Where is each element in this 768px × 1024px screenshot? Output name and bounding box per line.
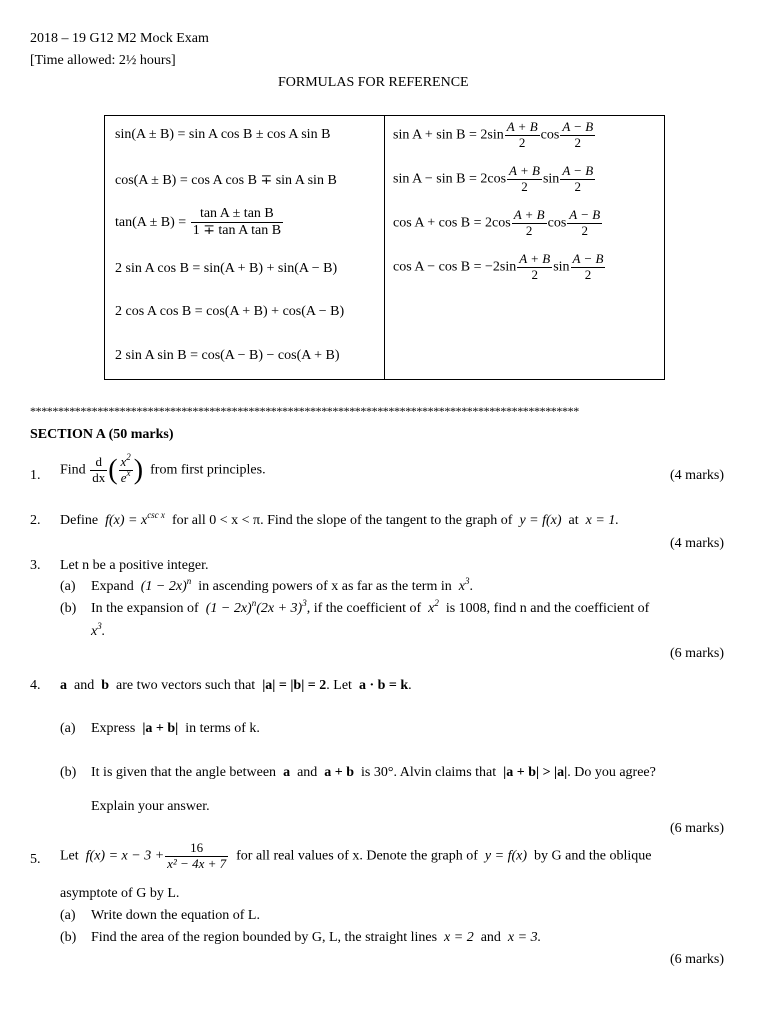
formula-sin-sum: sin(A ± B) = sin A cos B ± cos A sin B — [115, 127, 331, 142]
formula-sum-to-product-3 — [393, 208, 603, 239]
q4b-explain: Explain your answer. — [91, 799, 210, 814]
q1-number: 1. — [30, 468, 41, 483]
section-title: SECTION A (50 marks) — [30, 427, 174, 442]
q5-fraction — [165, 841, 228, 872]
q1-e: e — [120, 469, 127, 485]
formula-cos-sum: cos(A ± B) = cos A cos B ∓ sin A sin B — [115, 173, 337, 188]
q3b-intro: In the expansion of — [91, 601, 199, 616]
frac-num: A + B — [509, 163, 540, 178]
q3b-x2-base: x — [428, 601, 435, 616]
s2p-frac — [507, 164, 542, 195]
formulas-heading: FORMULAS FOR REFERENCE — [278, 75, 469, 90]
q2-number: 2. — [30, 513, 41, 528]
q3a-expr-base: (1 − 2x) — [140, 579, 187, 594]
deriv-dx: dx — [92, 469, 106, 485]
q4b-vec-a: a — [283, 765, 291, 780]
q4b-sum: a + b — [324, 765, 355, 780]
q4-number: 4. — [30, 678, 41, 693]
q3-intro: Let n be a positive integer. — [60, 558, 209, 573]
q3b-expr-b: (2x + 3) — [256, 601, 303, 616]
time-allowed: [Time allowed: 2½ hours] — [30, 53, 176, 68]
q5-den: x² − 4x + 7 — [167, 855, 227, 871]
q1-den: $e^x$ — [120, 467, 131, 485]
q5-fx: f(x) = x − 3 + — [85, 848, 165, 864]
q3-marks: (6 marks) — [669, 646, 724, 661]
q3b-expr-a: (1 − 2x) — [205, 601, 252, 616]
q5a-text: Write down the equation of L. — [91, 908, 260, 923]
q4b-and: and — [297, 765, 318, 780]
q4-dot: a · b = k — [358, 678, 409, 693]
q2-text — [60, 510, 619, 530]
frac-den: 2 — [521, 178, 528, 194]
q3a-label: (a) — [60, 579, 76, 594]
s2p-frac — [571, 252, 606, 283]
frac-den: 2 — [574, 134, 582, 150]
q3a-expand: Expand — [91, 579, 134, 594]
q5b-x2: x = 2 — [444, 930, 474, 945]
q2-define: Define — [60, 513, 99, 528]
q4-marks: (6 marks) — [669, 821, 724, 836]
s2p-frac — [505, 120, 540, 151]
formula-box — [104, 115, 665, 380]
s2p-lhs: cos A − cos B = −2sin — [393, 259, 517, 275]
q5b-text — [91, 930, 541, 947]
s2p-frac — [512, 208, 547, 239]
q1-find: Find — [60, 462, 86, 478]
frac-num: A + B — [519, 251, 551, 266]
q1-x: x — [120, 454, 127, 469]
q1-marks: (4 marks) — [669, 468, 724, 483]
q3a-body: in ascending powers of x as far as the term in — [198, 579, 452, 594]
q5-body2: by G and the oblique — [534, 848, 652, 864]
q2-fdef-base: f(x) = x — [105, 513, 148, 528]
q3a-text: Expand $(1 - 2x)^n$ in ascending powers of x as far as the term in $x^3$. — [91, 576, 473, 594]
q4-and: and — [74, 678, 95, 693]
q4b-body: is 30°. Alvin claims that — [361, 765, 497, 780]
q3a-term-base: x — [458, 579, 465, 594]
tan-denominator: 1 ∓ tan A tan B — [192, 223, 282, 239]
q5b-and: and — [480, 930, 501, 945]
s2p-frac — [567, 208, 602, 239]
q5-marks: (6 marks) — [669, 952, 724, 967]
q3b-expr: $(1 - 2x)^n(2x + 3)^3$ — [205, 598, 307, 616]
frac-num: A + B — [513, 207, 545, 222]
q4-vec-a: a — [60, 678, 67, 693]
q5-text — [60, 841, 651, 872]
q3b-label: (b) — [60, 601, 77, 616]
s2p-frac — [560, 120, 595, 151]
q1-deriv-op — [90, 455, 107, 486]
frac-num: A − B — [569, 207, 601, 222]
tan-numerator: tan A ± tan B — [191, 206, 283, 223]
q1-num: $x^2$ — [120, 452, 131, 469]
q4b-label: (b) — [60, 765, 77, 780]
deriv-d: d — [90, 455, 107, 471]
formula-sum-to-product-1 — [393, 120, 596, 151]
q4-body: are two vectors such that — [116, 678, 256, 693]
section-separator: ************************************************************************************************** — [30, 404, 579, 418]
frac-num: A − B — [562, 119, 594, 134]
q4-text: a and b are two vectors such that |a| = |b| = 2. Let a · b = k. — [60, 678, 412, 693]
s2p-lhs: sin A + sin B = 2sin — [393, 127, 504, 143]
s2p-f2: sin — [542, 171, 560, 187]
q5-asymptote-text: asymptote of G by L. — [60, 886, 180, 901]
formula-sum-to-product-4 — [393, 252, 606, 283]
q1-paren-close: ) — [133, 454, 144, 486]
q1-paren-open: ( — [108, 454, 118, 486]
q5b-label: (b) — [60, 930, 77, 945]
q3-number: 3. — [30, 558, 41, 573]
q1-fraction — [119, 452, 133, 486]
frac-den: 2 — [584, 266, 592, 282]
q3a-expr: $(1 - 2x)^n$ — [140, 576, 192, 594]
q4-condition: |a| = |b| = 2 — [262, 678, 327, 693]
q1-instruction: from first principles. — [150, 462, 266, 478]
q3b-text — [91, 598, 650, 618]
frac-den: 2 — [574, 178, 582, 194]
q5-number: 5. — [30, 852, 41, 867]
q2-marks: (4 marks) — [669, 536, 724, 551]
q2-yfx: y = f(x) — [519, 513, 562, 528]
tan-fraction — [191, 206, 283, 239]
frac-num: A − B — [562, 163, 594, 178]
q1-text — [60, 452, 266, 486]
q3b-x3-base: x — [91, 624, 98, 639]
q5-let: Let — [60, 848, 79, 864]
tan-lhs: tan(A ± B) = — [115, 214, 187, 230]
q2-fdef-exp: csc x — [147, 510, 165, 520]
q4a-express: Express — [91, 721, 136, 736]
exam-title: 2018 – 19 G12 M2 Mock Exam — [30, 31, 209, 46]
q2-at: at — [568, 513, 579, 528]
q5-body: for all real values of x. Denote the graph of — [236, 848, 478, 864]
s2p-frac — [517, 252, 552, 283]
q4b-text — [91, 765, 656, 782]
q3b-x2: $x^2$ — [428, 598, 439, 616]
frac-num: A − B — [572, 251, 604, 266]
frac-den: 2 — [531, 266, 538, 282]
q4a-text — [91, 721, 260, 738]
formula-sum-to-product-2 — [393, 164, 596, 195]
q2-body: for all 0 < x < π. Find the slope of the tangent to the graph of — [171, 513, 513, 528]
q4b-intro: It is given that the angle between — [91, 765, 277, 780]
s2p-lhs: sin A − sin B = 2cos — [393, 171, 507, 187]
q4b-claim: |a + b| > |a| — [503, 765, 568, 780]
q3b-x3: $x^3$. — [91, 621, 106, 639]
q3a-term: $x^3$ — [458, 576, 470, 594]
s2p-f2: cos — [547, 215, 567, 231]
q3b-body: , if the coefficient of — [306, 601, 422, 616]
q4-vec-b: b — [101, 678, 110, 693]
formula-2cos-cos: 2 cos A cos B = cos(A + B) + cos(A − B) — [115, 304, 345, 319]
frac-den: 2 — [525, 222, 533, 238]
q2-x1: x = 1. — [585, 513, 619, 528]
q5-num: 16 — [165, 841, 228, 857]
q5a-label: (a) — [60, 908, 76, 923]
s2p-f2: sin — [553, 259, 570, 275]
formula-2sin-cos: 2 sin A cos B = sin(A + B) + sin(A − B) — [115, 261, 338, 276]
q4b-question: . Do you agree? — [567, 765, 656, 780]
s2p-frac — [560, 164, 595, 195]
formula-tan-sum — [115, 206, 284, 239]
q4-let: . Let — [326, 678, 352, 693]
q4a-body: in terms of k. — [185, 721, 260, 736]
formula-2sin-sin: 2 sin A sin B = cos(A − B) − cos(A + B) — [115, 348, 340, 363]
q5b-body: Find the area of the region bounded by G, L, the straight lines — [91, 930, 438, 945]
formula-box-divider — [384, 116, 385, 379]
q4a-label: (a) — [60, 721, 76, 736]
q3b-body2: is 1008, find n and the coefficient of — [445, 601, 650, 616]
frac-den: 2 — [581, 222, 588, 238]
q5-yfx: y = f(x) — [484, 848, 528, 864]
q4a-expr: |a + b| — [142, 721, 179, 736]
s2p-f2: cos — [540, 127, 560, 143]
s2p-lhs: cos A + cos B = 2cos — [393, 215, 511, 231]
q2-fdef — [105, 510, 165, 528]
frac-num: A + B — [506, 119, 538, 134]
q5b-x3: x = 3. — [507, 930, 542, 945]
frac-den: 2 — [518, 134, 526, 150]
